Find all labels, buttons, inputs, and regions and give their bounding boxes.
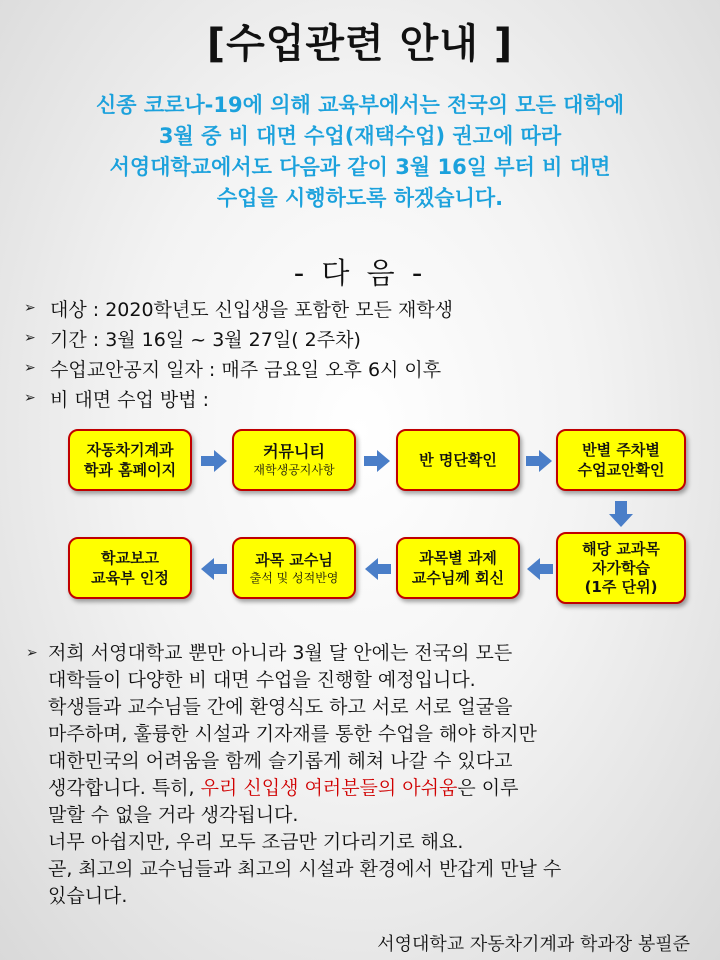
- flow-step-label: 과목별 과제: [419, 549, 497, 567]
- bullet-item: [24, 353, 704, 383]
- closing-message: [26, 640, 706, 910]
- intro-line: 3월 중 비 대면 수업(재택수업) 권고에 따라: [158, 124, 562, 148]
- flow-step-attendance: [232, 537, 356, 599]
- arrow-right-icon: [201, 450, 227, 472]
- flow-step-label: 반별 주차별: [582, 441, 660, 459]
- closing-line: 말할 수 없을 거라 생각됩니다.: [48, 804, 299, 826]
- bullet-text-period: 기간 : 3월 16일 ~ 3월 27일( 2주차): [50, 328, 361, 351]
- closing-line: 너무 아쉽지만, 우리 모두 조금만 기다리기로 해요.: [48, 831, 464, 853]
- closing-line: 마주하며, 훌륭한 시설과 기자재를 통한 수업을 해야 하지만: [48, 723, 537, 745]
- flow-step-label: 과목 교수님: [255, 551, 333, 569]
- bullet-text-schedule: 수업교안공지 일자 : 매주 금요일 오후 6시 이후: [50, 358, 442, 381]
- closing-line: 학생들과 교수님들 간에 환영식도 하고 서로 서로 얼굴을: [48, 696, 513, 718]
- bullet-text-target: 대상 : 2020학년도 신입생을 포함한 모든 재학생: [50, 298, 454, 321]
- intro-line: 수업을 시행하도록 하겠습니다.: [216, 186, 504, 210]
- closing-line: 대학들이 다양한 비 대면 수업을 진행할 예정입니다.: [48, 669, 476, 691]
- arrow-left-icon: [365, 558, 391, 580]
- flow-step-label: (1주 단위): [584, 577, 658, 596]
- flow-step-report: [68, 537, 192, 599]
- flow-step-label: 학과 홈페이지: [83, 461, 177, 479]
- info-bullet-list: [24, 293, 704, 413]
- bullet-arrow-icon: ➢: [24, 300, 36, 316]
- flow-step-label: 해당 교과목: [582, 539, 660, 558]
- bullet-arrow-icon: ➢: [24, 330, 36, 346]
- flow-step-label: 자동차기계과: [86, 441, 174, 459]
- arrow-left-icon: [201, 558, 227, 580]
- flow-step-homepage: [68, 429, 192, 491]
- flow-step-label: 커뮤니티: [263, 442, 325, 461]
- flow-step-self-study: [556, 532, 686, 604]
- page-title: [수업관련 안내 ]: [206, 21, 514, 67]
- flow-step-sublabel: 재학생공지사항: [253, 463, 335, 477]
- arrow-right-icon: [526, 450, 552, 472]
- closing-line: 대한민국의 어려움을 함께 슬기롭게 헤쳐 나갈 수 있다고: [48, 750, 513, 772]
- flow-step-label: 반 명단확인: [419, 451, 497, 469]
- bullet-item: [24, 383, 704, 413]
- flow-step-class-list: [396, 429, 520, 491]
- arrow-left-icon: [527, 558, 553, 580]
- bullet-arrow-icon: ➢: [26, 645, 38, 661]
- bullet-text-method: 비 대면 수업 방법 :: [50, 388, 210, 411]
- highlighted-text: 우리 신입생 여러분들의 아쉬움: [200, 777, 458, 799]
- flow-step-assignment: [396, 537, 520, 599]
- bullet-arrow-icon: ➢: [24, 360, 36, 376]
- closing-line: [26, 640, 706, 667]
- flow-step-label: 교수님께 회신: [411, 569, 505, 587]
- flow-step-label: 교육부 인정: [91, 569, 169, 587]
- closing-line: 곧, 최고의 교수님들과 최고의 시설과 환경에서 반갑게 만날 수: [48, 858, 562, 880]
- arrow-down-icon: [609, 501, 633, 527]
- intro-line: 서영대학교에서도 다음과 같이 3월 16일 부터 비 대면: [109, 155, 611, 179]
- closing-line: [26, 775, 706, 802]
- flow-step-community: [232, 429, 356, 491]
- bullet-item: [24, 323, 704, 353]
- bullet-item: [24, 293, 704, 323]
- bullet-arrow-icon: ➢: [24, 390, 36, 406]
- intro-line: 신종 코로나-19에 의해 교육부에서는 전국의 모든 대학에: [95, 93, 625, 117]
- intro-notice: [10, 90, 710, 214]
- flow-step-label: 수업교안확인: [577, 461, 665, 479]
- closing-text: 은 이루: [457, 777, 519, 799]
- closing-text: 생각합니다. 특히,: [48, 777, 201, 799]
- flow-step-lecture-notes: [556, 429, 686, 491]
- closing-line: 있습니다.: [48, 885, 128, 907]
- section-heading: - 다 음 -: [293, 256, 427, 290]
- flow-step-label: 자가학습: [592, 558, 650, 577]
- closing-text: 저희 서영대학교 뿐만 아니라 3월 달 안에는 전국의 모든: [48, 642, 513, 664]
- flow-step-sublabel: 출석 및 성적반영: [249, 571, 339, 585]
- arrow-right-icon: [364, 450, 390, 472]
- signature: 서영대학교 자동차기계과 학과장 봉필준: [377, 934, 690, 955]
- flow-step-label: 학교보고: [101, 549, 159, 567]
